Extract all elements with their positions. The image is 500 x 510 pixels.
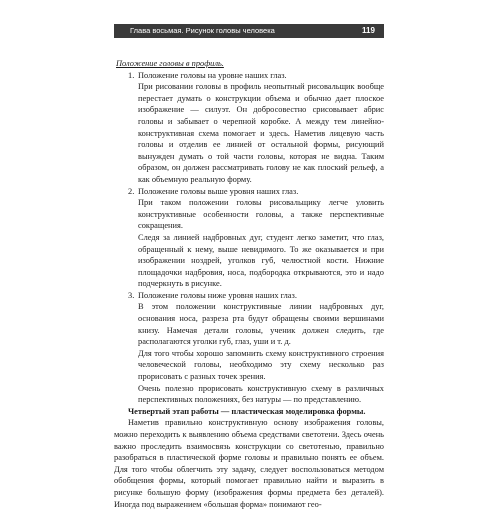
- list-item-3: [114, 290, 384, 302]
- list-number: 1.: [128, 70, 135, 80]
- section-heading: Четвертый этап работы — пластическая моделировка формы.: [128, 406, 366, 416]
- paragraph: В этом положении конструктивные линии надбровных дуг, основания носа, разреза рта будут обращены своими вершинами книзу. Намечая детали головы, ученик должен следить, где располагаются уголки губ, глаз, уши и т. д.: [138, 302, 384, 347]
- list-item-2: [114, 186, 384, 198]
- paragraph: Для того чтобы хорошо запомнить схему конструктивного строения человеческой головы, необходимо эту схему несколько раз прорисовать с разных точек зрения.: [138, 348, 384, 382]
- page-number: 119: [362, 26, 375, 35]
- list-item-title: Положение головы выше уровня наших глаз.: [138, 186, 299, 196]
- paragraph: Следя за линией надбровных дуг, студент легко заметит, что глаз, обращенный к нему, выше невидимого. То же оказывается и при изображении ноздрей, уголков губ, челюстной кости. Нижние площадочки надбровия, носа, подбородка открываются, это и надо подчеркнуть в рисунке.: [138, 232, 384, 289]
- list-item-1: [114, 70, 384, 82]
- paragraph: При рисовании головы в профиль неопытный рисовальщик вообще перестает думать о конструкции объема и обычно дает плоское изображение — силуэт. Он добросовестно срисовывает абрис головы и забывает о черепной коробке. А между тем линейно-конструктивная схема помогает и здесь. Наметив лицевую часть головы и отделив ее линией от остальной формы, рисующий вынужден думать о той части головы, которая не видна. Таким образом, он должен рассматривать голову не как плоский рельеф, а как объемную реальную форму.: [138, 82, 384, 184]
- paragraph: Наметив правильно конструктивную основу изображения головы, можно переходить к выявлению объема средствами светотени. Здесь очень важно проследить взаимосвязь конструкции со светотенью, правильно разобраться в пластической форме головы и правильно понять ее объем. Для того чтобы облегчить эту задачу, следует воспользоваться методом обобщения формы, который помогает правильно найти и выразить в рисунке большую форму (изображения формы предмета без деталей). Иногда под выражением «большая форма» понимают гео-: [114, 418, 384, 509]
- running-header-title: Глава восьмая. Рисунок головы человека: [130, 26, 275, 35]
- page-body: [114, 58, 384, 510]
- paragraph: Очень полезно прорисовать конструктивную схему в различных перспективных положениях, без натуры — по представлению.: [138, 383, 384, 405]
- list-number: 3.: [128, 290, 135, 300]
- list-item-title: Положение головы ниже уровня наших глаз.: [138, 290, 297, 300]
- list-item-title: Положение головы на уровне наших глаз.: [138, 70, 287, 80]
- subheading: Положение головы в профиль.: [116, 59, 224, 68]
- paragraph: При таком положении головы рисовальщику легче уловить конструктивные особенности головы, а также перспективные сокращения.: [138, 198, 384, 231]
- list-number: 2.: [128, 186, 135, 196]
